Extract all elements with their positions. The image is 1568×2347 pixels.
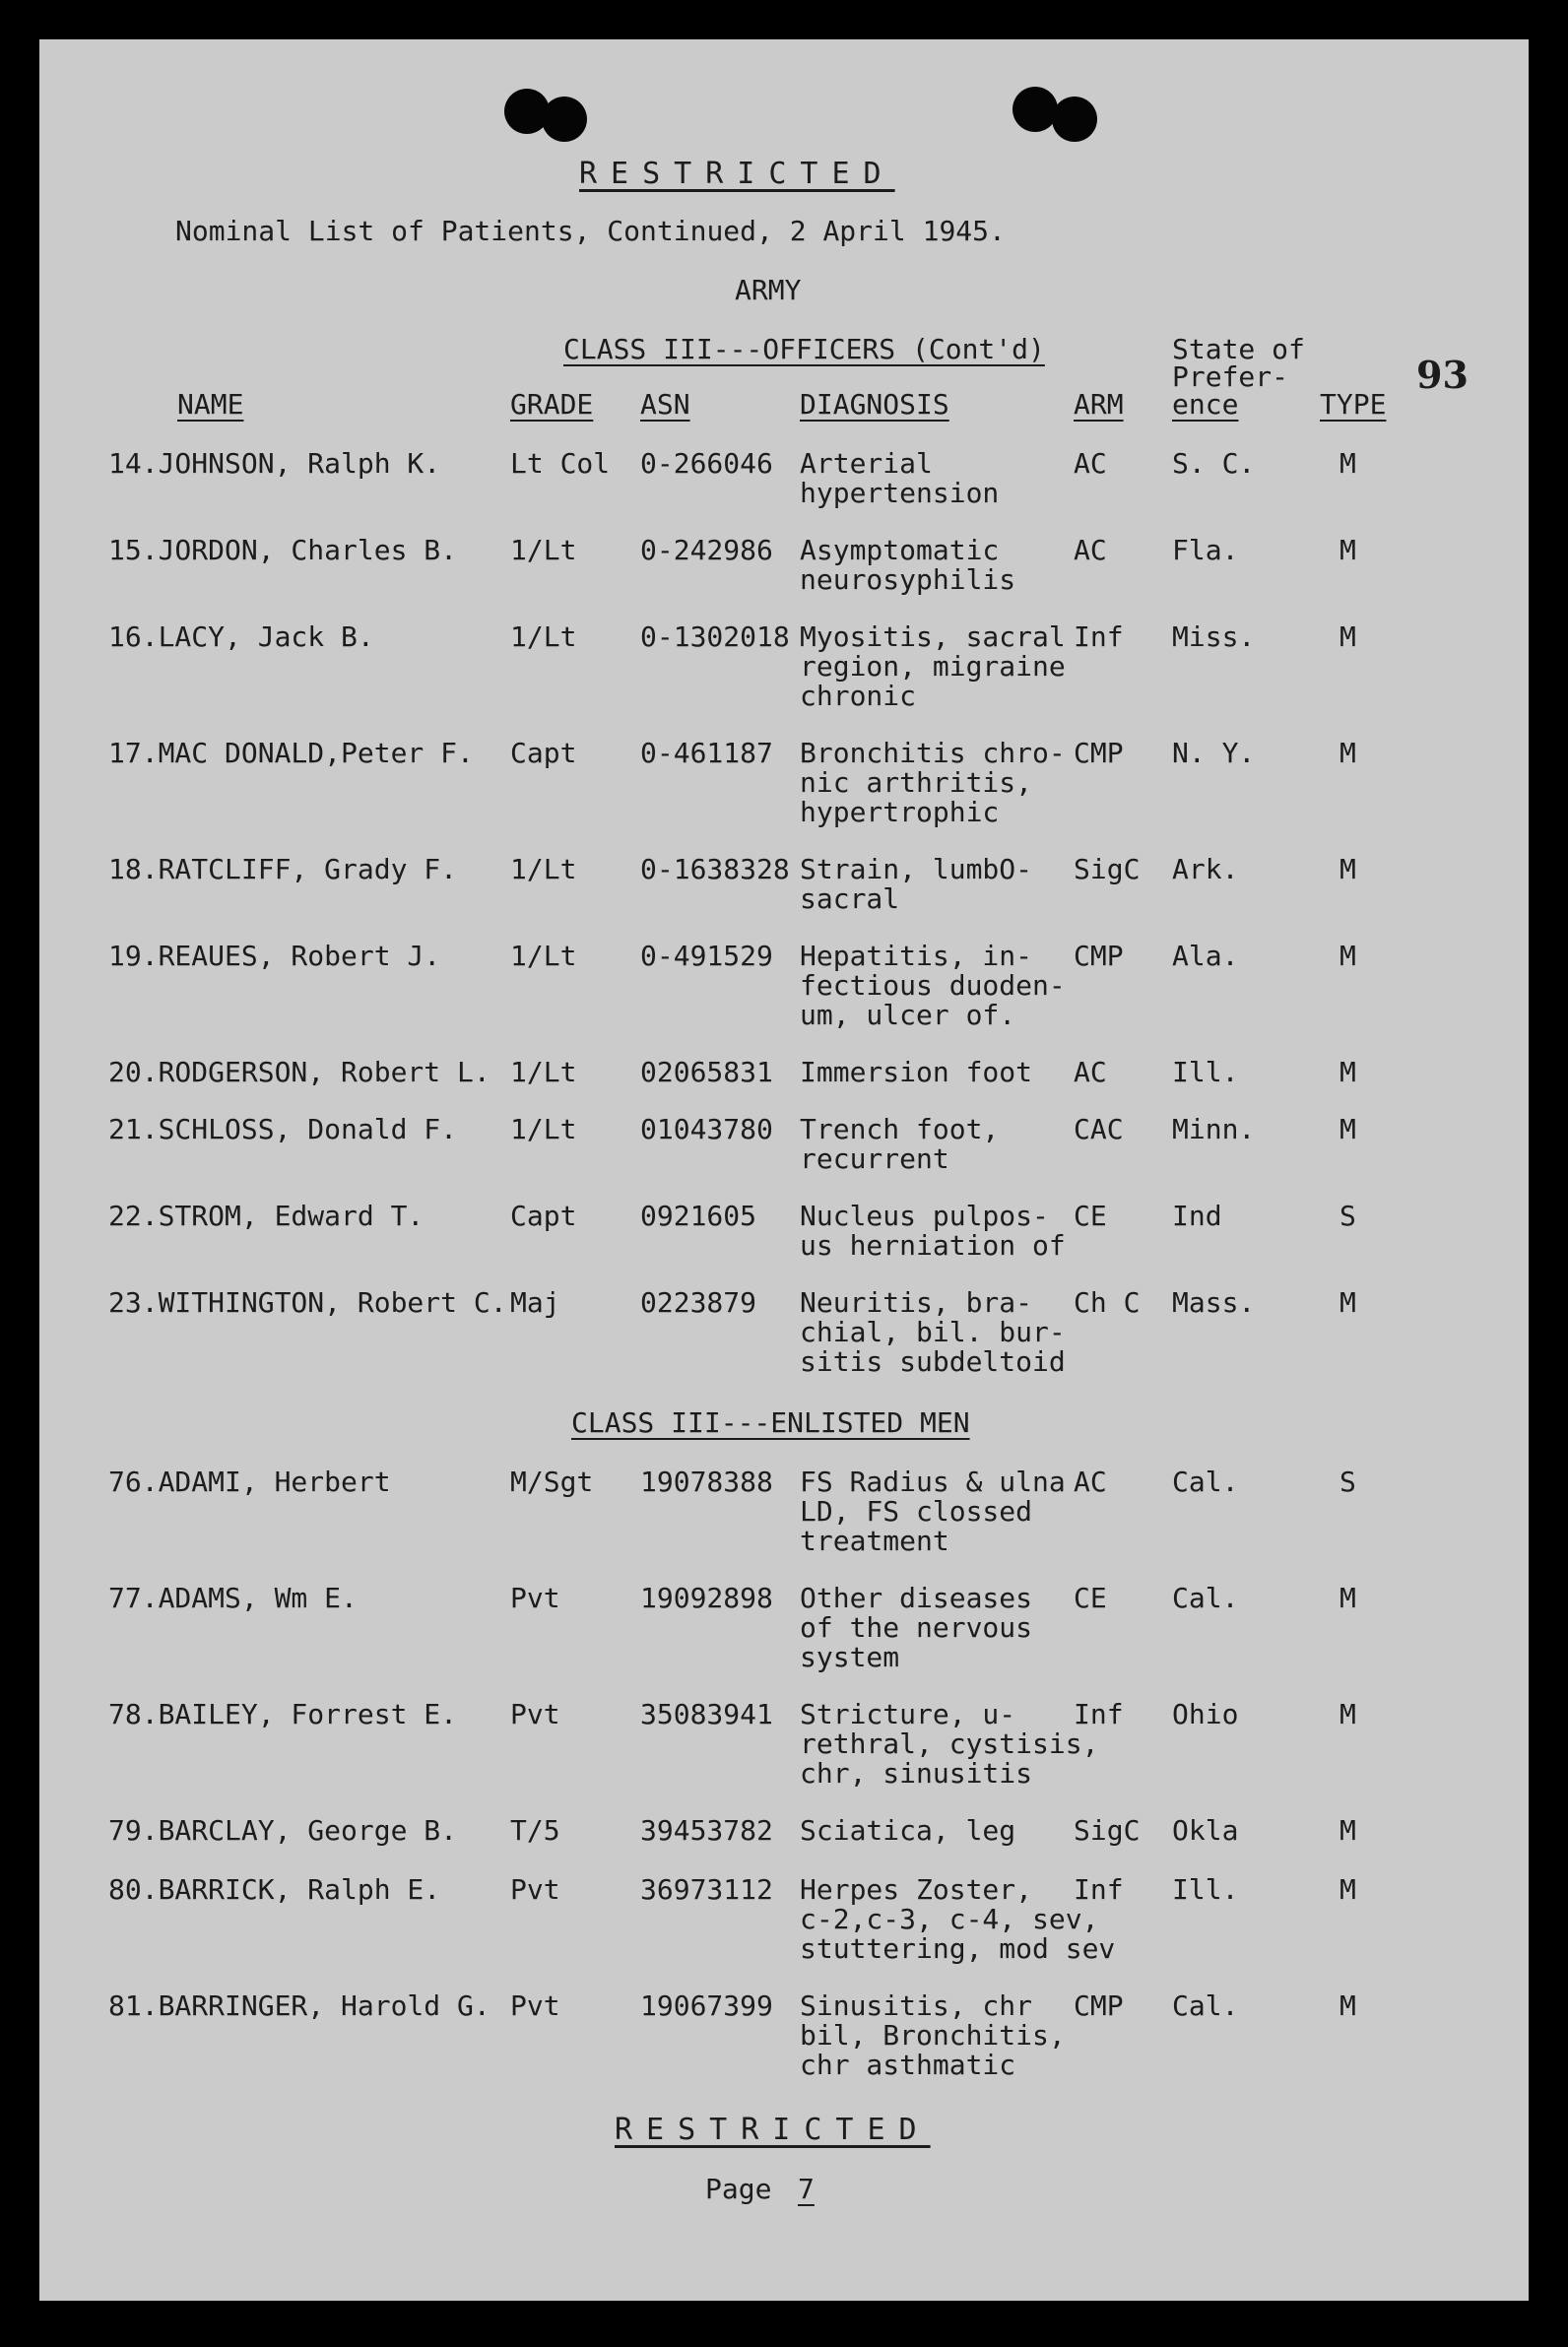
cell-name: 14.JOHNSON, Ralph K. — [108, 447, 441, 480]
cell-state: N. Y. — [1172, 737, 1256, 769]
cell-name: 81.BARRINGER, Harold G. — [108, 1989, 490, 2022]
cell-diagnosis: Bronchitis chro- nic arthritis, hypertrophic — [800, 737, 1066, 828]
cell-name: 79.BARCLAY, George B. — [108, 1814, 458, 1847]
cell-state: Cal. — [1172, 1582, 1239, 1614]
cell-name: 21.SCHLOSS, Donald F. — [108, 1113, 458, 1145]
cell-arm: SigC — [1074, 1814, 1141, 1847]
cell-arm: CMP — [1074, 940, 1124, 972]
cell-type: M — [1339, 1113, 1356, 1145]
cell-type: S — [1339, 1466, 1356, 1498]
cell-state: Ark. — [1172, 853, 1239, 885]
cell-type: M — [1339, 853, 1356, 885]
cell-name: 19.REAUES, Robert J. — [108, 940, 441, 972]
cell-type: M — [1339, 620, 1356, 653]
cell-arm: CMP — [1074, 737, 1124, 769]
cell-name: 18.RATCLIFF, Grady F. — [108, 853, 458, 885]
cell-diagnosis: Sinusitis, chr bil, Bronchitis, chr asthmatic — [800, 1989, 1066, 2081]
column-header-name: NAME — [177, 388, 244, 421]
cell-diagnosis: Asymptomatic neurosyphilis — [800, 534, 1016, 596]
cell-diagnosis: Strain, lumbO- sacral — [800, 853, 1033, 915]
cell-grade: 1/Lt — [510, 940, 577, 972]
cell-name: 80.BARRICK, Ralph E. — [108, 1873, 441, 1906]
cell-arm: SigC — [1074, 853, 1141, 885]
cell-type: M — [1339, 1582, 1356, 1614]
cell-state: Ill. — [1172, 1873, 1239, 1906]
cell-asn: 0-242986 — [640, 534, 773, 566]
section-officers-heading: CLASS III---OFFICERS (Cont'd) — [563, 333, 1045, 365]
document-sheet — [39, 39, 1529, 2301]
cell-asn: 0-491529 — [640, 940, 773, 972]
cell-state: Mass. — [1172, 1286, 1256, 1319]
cell-diagnosis: Trench foot, recurrent — [800, 1113, 1000, 1175]
punch-hole — [1013, 87, 1058, 132]
cell-diagnosis: Sciatica, leg — [800, 1814, 1016, 1847]
column-header-grade: GRADE — [510, 388, 594, 421]
cell-arm: CMP — [1074, 1989, 1124, 2022]
cell-grade: Lt Col — [510, 447, 611, 480]
cell-diagnosis: Nucleus pulpos- us herniation of — [800, 1200, 1066, 1262]
cell-type: M — [1339, 940, 1356, 972]
cell-grade: Pvt — [510, 1582, 560, 1614]
cell-diagnosis: Myositis, sacral region, migraine chronic — [800, 620, 1066, 712]
cell-grade: 1/Lt — [510, 1113, 577, 1145]
column-header-state-line3: ence — [1172, 388, 1239, 421]
cell-arm: AC — [1074, 534, 1107, 566]
cell-asn: 0-266046 — [640, 447, 773, 480]
cell-grade: Capt — [510, 1200, 577, 1232]
cell-type: M — [1339, 1873, 1356, 1906]
cell-state: Fla. — [1172, 534, 1239, 566]
cell-asn: 39453782 — [640, 1814, 773, 1847]
cell-arm: AC — [1074, 1056, 1107, 1088]
punch-hole — [542, 97, 587, 142]
cell-arm: Inf — [1074, 1873, 1124, 1906]
punch-hole — [1052, 97, 1097, 142]
cell-asn: 0-461187 — [640, 737, 773, 769]
cell-arm: CE — [1074, 1582, 1107, 1614]
cell-asn: 19067399 — [640, 1989, 773, 2022]
page-label: Page — [705, 2173, 772, 2205]
cell-name: 22.STROM, Edward T. — [108, 1200, 425, 1232]
cell-type: M — [1339, 447, 1356, 480]
column-header-state-line2: Prefer- — [1172, 360, 1289, 393]
cell-diagnosis: Arterial hypertension — [800, 447, 1000, 509]
cell-grade: Pvt — [510, 1989, 560, 2022]
document-subtitle: Nominal List of Patients, Continued, 2 April 1945. — [175, 215, 1006, 247]
cell-name: 15.JORDON, Charles B. — [108, 534, 458, 566]
cell-diagnosis: Herpes Zoster, c-2,c-3, c-4, sev, stuttering, mod sev — [800, 1873, 1116, 1965]
column-header-asn: ASN — [640, 388, 690, 421]
cell-arm: AC — [1074, 447, 1107, 480]
cell-grade: T/5 — [510, 1814, 560, 1847]
cell-grade: Capt — [510, 737, 577, 769]
cell-name: 23.WITHINGTON, Robert C. — [108, 1286, 507, 1319]
restricted-footer: RESTRICTED — [615, 2113, 931, 2147]
cell-grade: 1/Lt — [510, 1056, 577, 1088]
cell-asn: 0-1638328 — [640, 853, 790, 885]
cell-type: M — [1339, 737, 1356, 769]
column-header-diagnosis: DIAGNOSIS — [800, 388, 949, 421]
cell-asn: 01043780 — [640, 1113, 773, 1145]
cell-state: Cal. — [1172, 1466, 1239, 1498]
cell-name: 76.ADAMI, Herbert — [108, 1466, 391, 1498]
cell-type: S — [1339, 1200, 1356, 1232]
cell-state: Ind — [1172, 1200, 1222, 1232]
cell-asn: 0-1302018 — [640, 620, 790, 653]
cell-type: M — [1339, 534, 1356, 566]
cell-type: M — [1339, 1814, 1356, 1847]
cell-type: M — [1339, 1286, 1356, 1319]
cell-state: Minn. — [1172, 1113, 1256, 1145]
section-enlisted-heading: CLASS III---ENLISTED MEN — [571, 1406, 970, 1439]
cell-state: Okla — [1172, 1814, 1239, 1847]
cell-asn: 36973112 — [640, 1873, 773, 1906]
cell-grade: 1/Lt — [510, 534, 577, 566]
branch-label: ARMY — [735, 274, 802, 306]
cell-arm: AC — [1074, 1466, 1107, 1498]
cell-grade: M/Sgt — [510, 1466, 594, 1498]
cell-diagnosis: Stricture, u- rethral, cystisis, chr, sinusitis — [800, 1698, 1099, 1790]
cell-type: M — [1339, 1989, 1356, 2022]
cell-asn: 19078388 — [640, 1466, 773, 1498]
cell-state: Ill. — [1172, 1056, 1239, 1088]
cell-grade: 1/Lt — [510, 853, 577, 885]
cell-name: 20.RODGERSON, Robert L. — [108, 1056, 490, 1088]
cell-asn: 0921605 — [640, 1200, 757, 1232]
cell-name: 16.LACY, Jack B. — [108, 620, 374, 653]
cell-asn: 0223879 — [640, 1286, 757, 1319]
cell-grade: Pvt — [510, 1698, 560, 1730]
cell-state: Miss. — [1172, 620, 1256, 653]
cell-diagnosis: Hepatitis, in- fectious duoden- um, ulcer of. — [800, 940, 1066, 1031]
cell-grade: 1/Lt — [510, 620, 577, 653]
cell-arm: Ch C — [1074, 1286, 1141, 1319]
cell-type: M — [1339, 1698, 1356, 1730]
cell-asn: 19092898 — [640, 1582, 773, 1614]
page-number: 7 — [798, 2173, 815, 2205]
cell-state: Cal. — [1172, 1989, 1239, 2022]
restricted-header: RESTRICTED — [579, 157, 895, 191]
cell-arm: Inf — [1074, 620, 1124, 653]
cell-name: 77.ADAMS, Wm E. — [108, 1582, 358, 1614]
cell-arm: CE — [1074, 1200, 1107, 1232]
cell-diagnosis: Neuritis, bra- chial, bil. bur- sitis subdeltoid — [800, 1286, 1066, 1378]
cell-asn: 35083941 — [640, 1698, 773, 1730]
column-header-state-line1: State of — [1172, 333, 1305, 365]
cell-asn: 02065831 — [640, 1056, 773, 1088]
cell-grade: Pvt — [510, 1873, 560, 1906]
cell-arm: Inf — [1074, 1698, 1124, 1730]
cell-name: 78.BAILEY, Forrest E. — [108, 1698, 458, 1730]
column-header-arm: ARM — [1074, 388, 1124, 421]
cell-type: M — [1339, 1056, 1356, 1088]
cell-grade: Maj — [510, 1286, 560, 1319]
column-header-type: TYPE — [1320, 388, 1387, 421]
cell-arm: CAC — [1074, 1113, 1124, 1145]
cell-state: S. C. — [1172, 447, 1256, 480]
cell-state: Ohio — [1172, 1698, 1239, 1730]
cell-state: Ala. — [1172, 940, 1239, 972]
handwritten-page-mark: 93 — [1416, 353, 1469, 397]
cell-diagnosis: Other diseases of the nervous system — [800, 1582, 1033, 1673]
cell-diagnosis: FS Radius & ulna LD, FS clossed treatment — [800, 1466, 1066, 1557]
cell-diagnosis: Immersion foot — [800, 1056, 1033, 1088]
cell-name: 17.MAC DONALD,Peter F. — [108, 737, 474, 769]
